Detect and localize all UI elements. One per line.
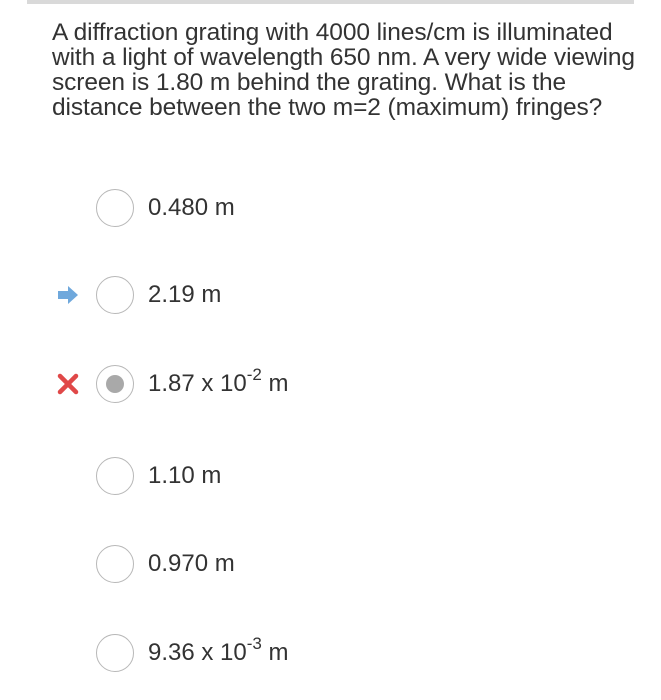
radio-button[interactable] xyxy=(96,634,134,672)
incorrect-x-icon xyxy=(56,372,80,396)
option-label: 2.19 m xyxy=(148,281,222,308)
arrow-right-icon xyxy=(56,283,80,307)
option-4[interactable] xyxy=(96,542,496,586)
option-2[interactable] xyxy=(96,362,496,406)
option-label-base: 1.87 x 10 xyxy=(148,370,247,397)
question-text: A diffraction grating with 4000 lines/cm is illuminated with a light of wavelength 650 nm. A very wide viewing screen is 1.80 m behind the grating. What is the distance between the two m=2 (maximum) fringes? xyxy=(52,19,635,121)
option-0[interactable] xyxy=(96,186,496,230)
option-1[interactable] xyxy=(96,273,496,317)
radio-button[interactable] xyxy=(96,276,134,314)
radio-button[interactable] xyxy=(96,189,134,227)
option-label-base: 9.36 x 10 xyxy=(148,639,247,666)
option-label-unit: m xyxy=(261,639,289,666)
option-label-exponent: -2 xyxy=(246,365,262,384)
option-label xyxy=(148,365,289,398)
option-label-unit: m xyxy=(261,370,289,397)
option-label: 1.10 m xyxy=(148,462,222,489)
radio-button-selected[interactable] xyxy=(96,365,134,403)
radio-button[interactable] xyxy=(96,545,134,583)
option-label: 0.480 m xyxy=(148,194,235,221)
option-label-exponent: -3 xyxy=(246,634,262,653)
option-label: 0.970 m xyxy=(148,550,235,577)
radio-button[interactable] xyxy=(96,457,134,495)
option-label xyxy=(148,634,289,667)
option-5[interactable] xyxy=(96,631,496,675)
option-3[interactable] xyxy=(96,454,496,498)
